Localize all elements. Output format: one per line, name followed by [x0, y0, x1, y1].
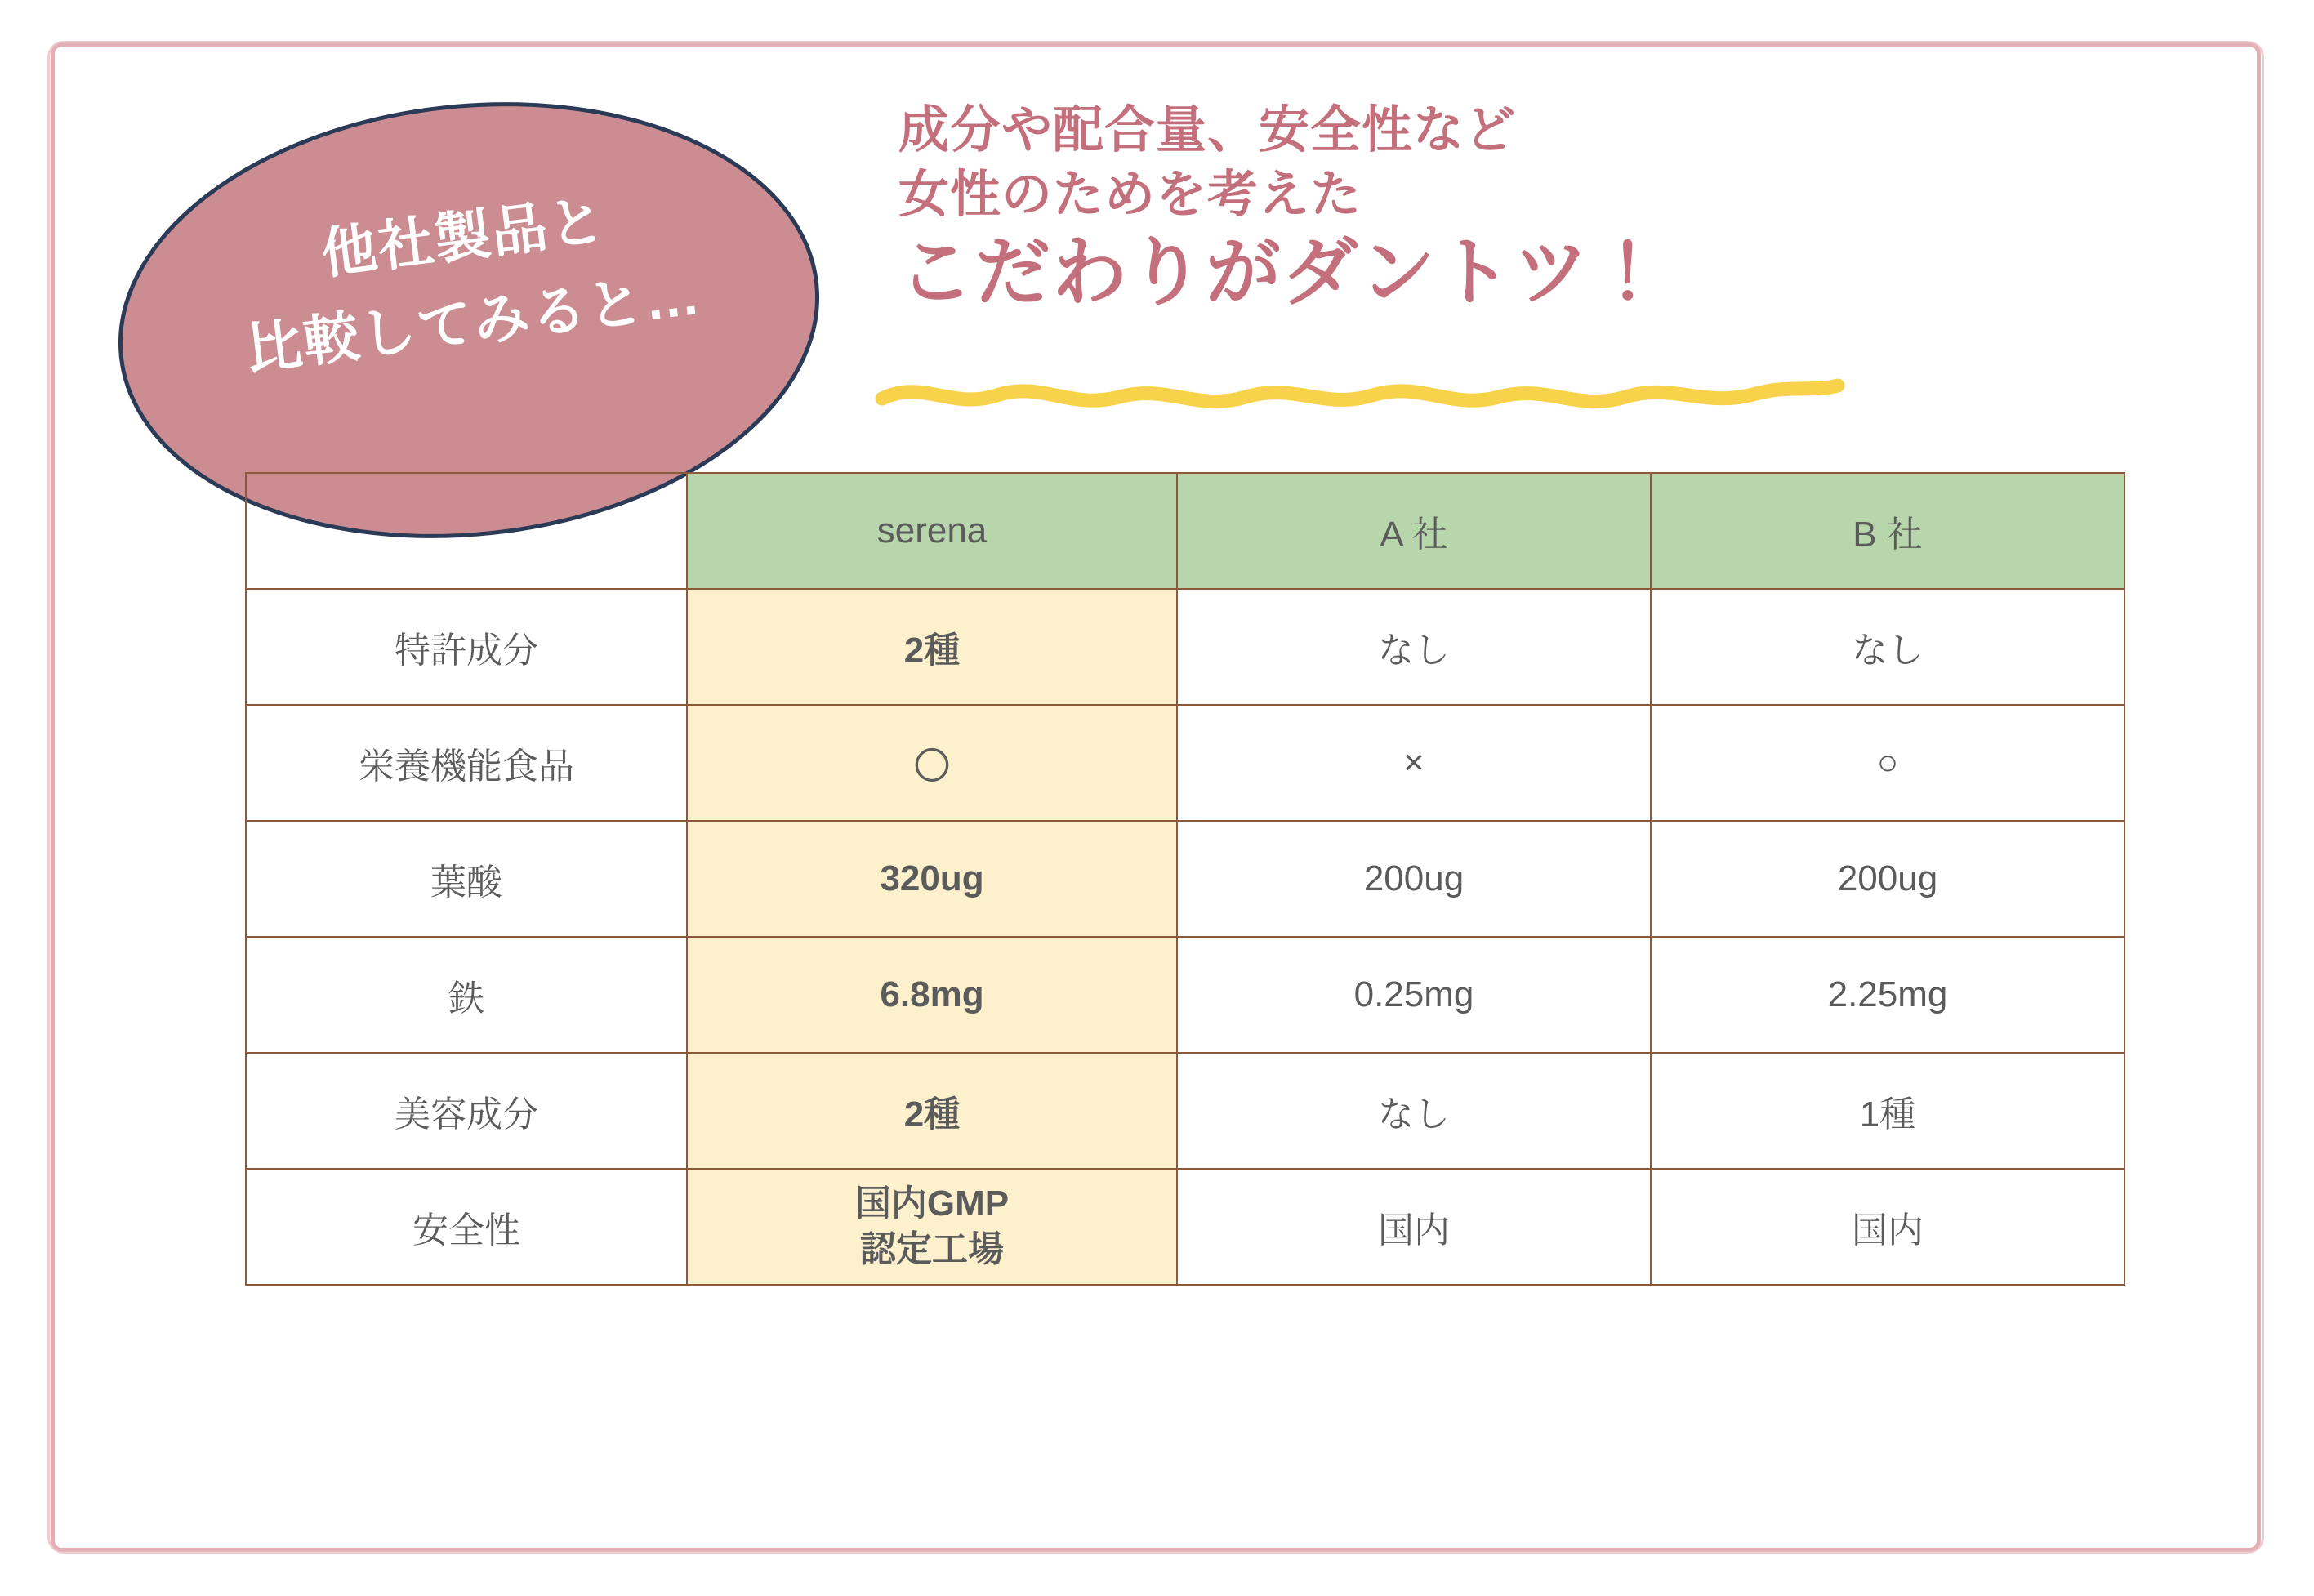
cell-b-beauty: 1種 — [1651, 1053, 2125, 1169]
cell-b-iron: 2.25mg — [1651, 937, 2125, 1053]
table-row — [246, 1053, 2125, 1169]
cell-serena-nutrient-food: 〇 — [687, 705, 1177, 821]
cell-serena-patent: 2種 — [687, 589, 1177, 705]
row-label-beauty: 美容成分 — [246, 1053, 687, 1169]
table-row — [246, 1169, 2125, 1285]
badge-line-1: 他社製品と — [318, 189, 609, 286]
table-row — [246, 821, 2125, 937]
header-company-b: B 社 — [1651, 473, 2125, 589]
table-row — [246, 589, 2125, 705]
comparison-table — [245, 472, 2125, 1286]
cell-serena-safety: 国内GMP 認定工場 — [687, 1169, 1177, 1285]
table-row — [246, 705, 2125, 821]
cell-b-safety: 国内 — [1651, 1169, 2125, 1285]
headline-line-1: 成分や配合量、安全性など — [898, 102, 1517, 158]
headline-block — [898, 98, 1919, 315]
cell-b-folic-acid: 200ug — [1651, 821, 2125, 937]
table-row — [246, 937, 2125, 1053]
headline-line-3: こだわりがダントツ！ — [898, 230, 1667, 314]
cell-a-nutrient-food: × — [1177, 705, 1651, 821]
cell-a-iron: 0.25mg — [1177, 937, 1651, 1053]
row-label-iron: 鉄 — [246, 937, 687, 1053]
headline-underline-squiggle — [874, 368, 1846, 417]
cell-serena-beauty: 2種 — [687, 1053, 1177, 1169]
cell-a-safety: 国内 — [1177, 1169, 1651, 1285]
cell-serena-folic-acid: 320ug — [687, 821, 1177, 937]
cell-a-patent: なし — [1177, 589, 1651, 705]
row-label-folic-acid: 葉酸 — [246, 821, 687, 937]
badge-line-2: 比較してみると… — [243, 264, 705, 381]
header-company-a: A 社 — [1177, 473, 1651, 589]
cell-serena-iron: 6.8mg — [687, 937, 1177, 1053]
cell-a-beauty: なし — [1177, 1053, 1651, 1169]
row-label-patent: 特許成分 — [246, 589, 687, 705]
row-label-nutrient-food: 栄養機能食品 — [246, 705, 687, 821]
cell-a-folic-acid: 200ug — [1177, 821, 1651, 937]
header-serena: serena — [687, 473, 1177, 589]
cell-b-nutrient-food: ○ — [1651, 705, 2125, 821]
row-label-safety: 安全性 — [246, 1169, 687, 1285]
table-header-row — [246, 473, 2125, 589]
headline-line-2: 女性のためを考えた — [898, 167, 1362, 224]
cell-b-patent: なし — [1651, 589, 2125, 705]
header-blank — [246, 473, 687, 589]
